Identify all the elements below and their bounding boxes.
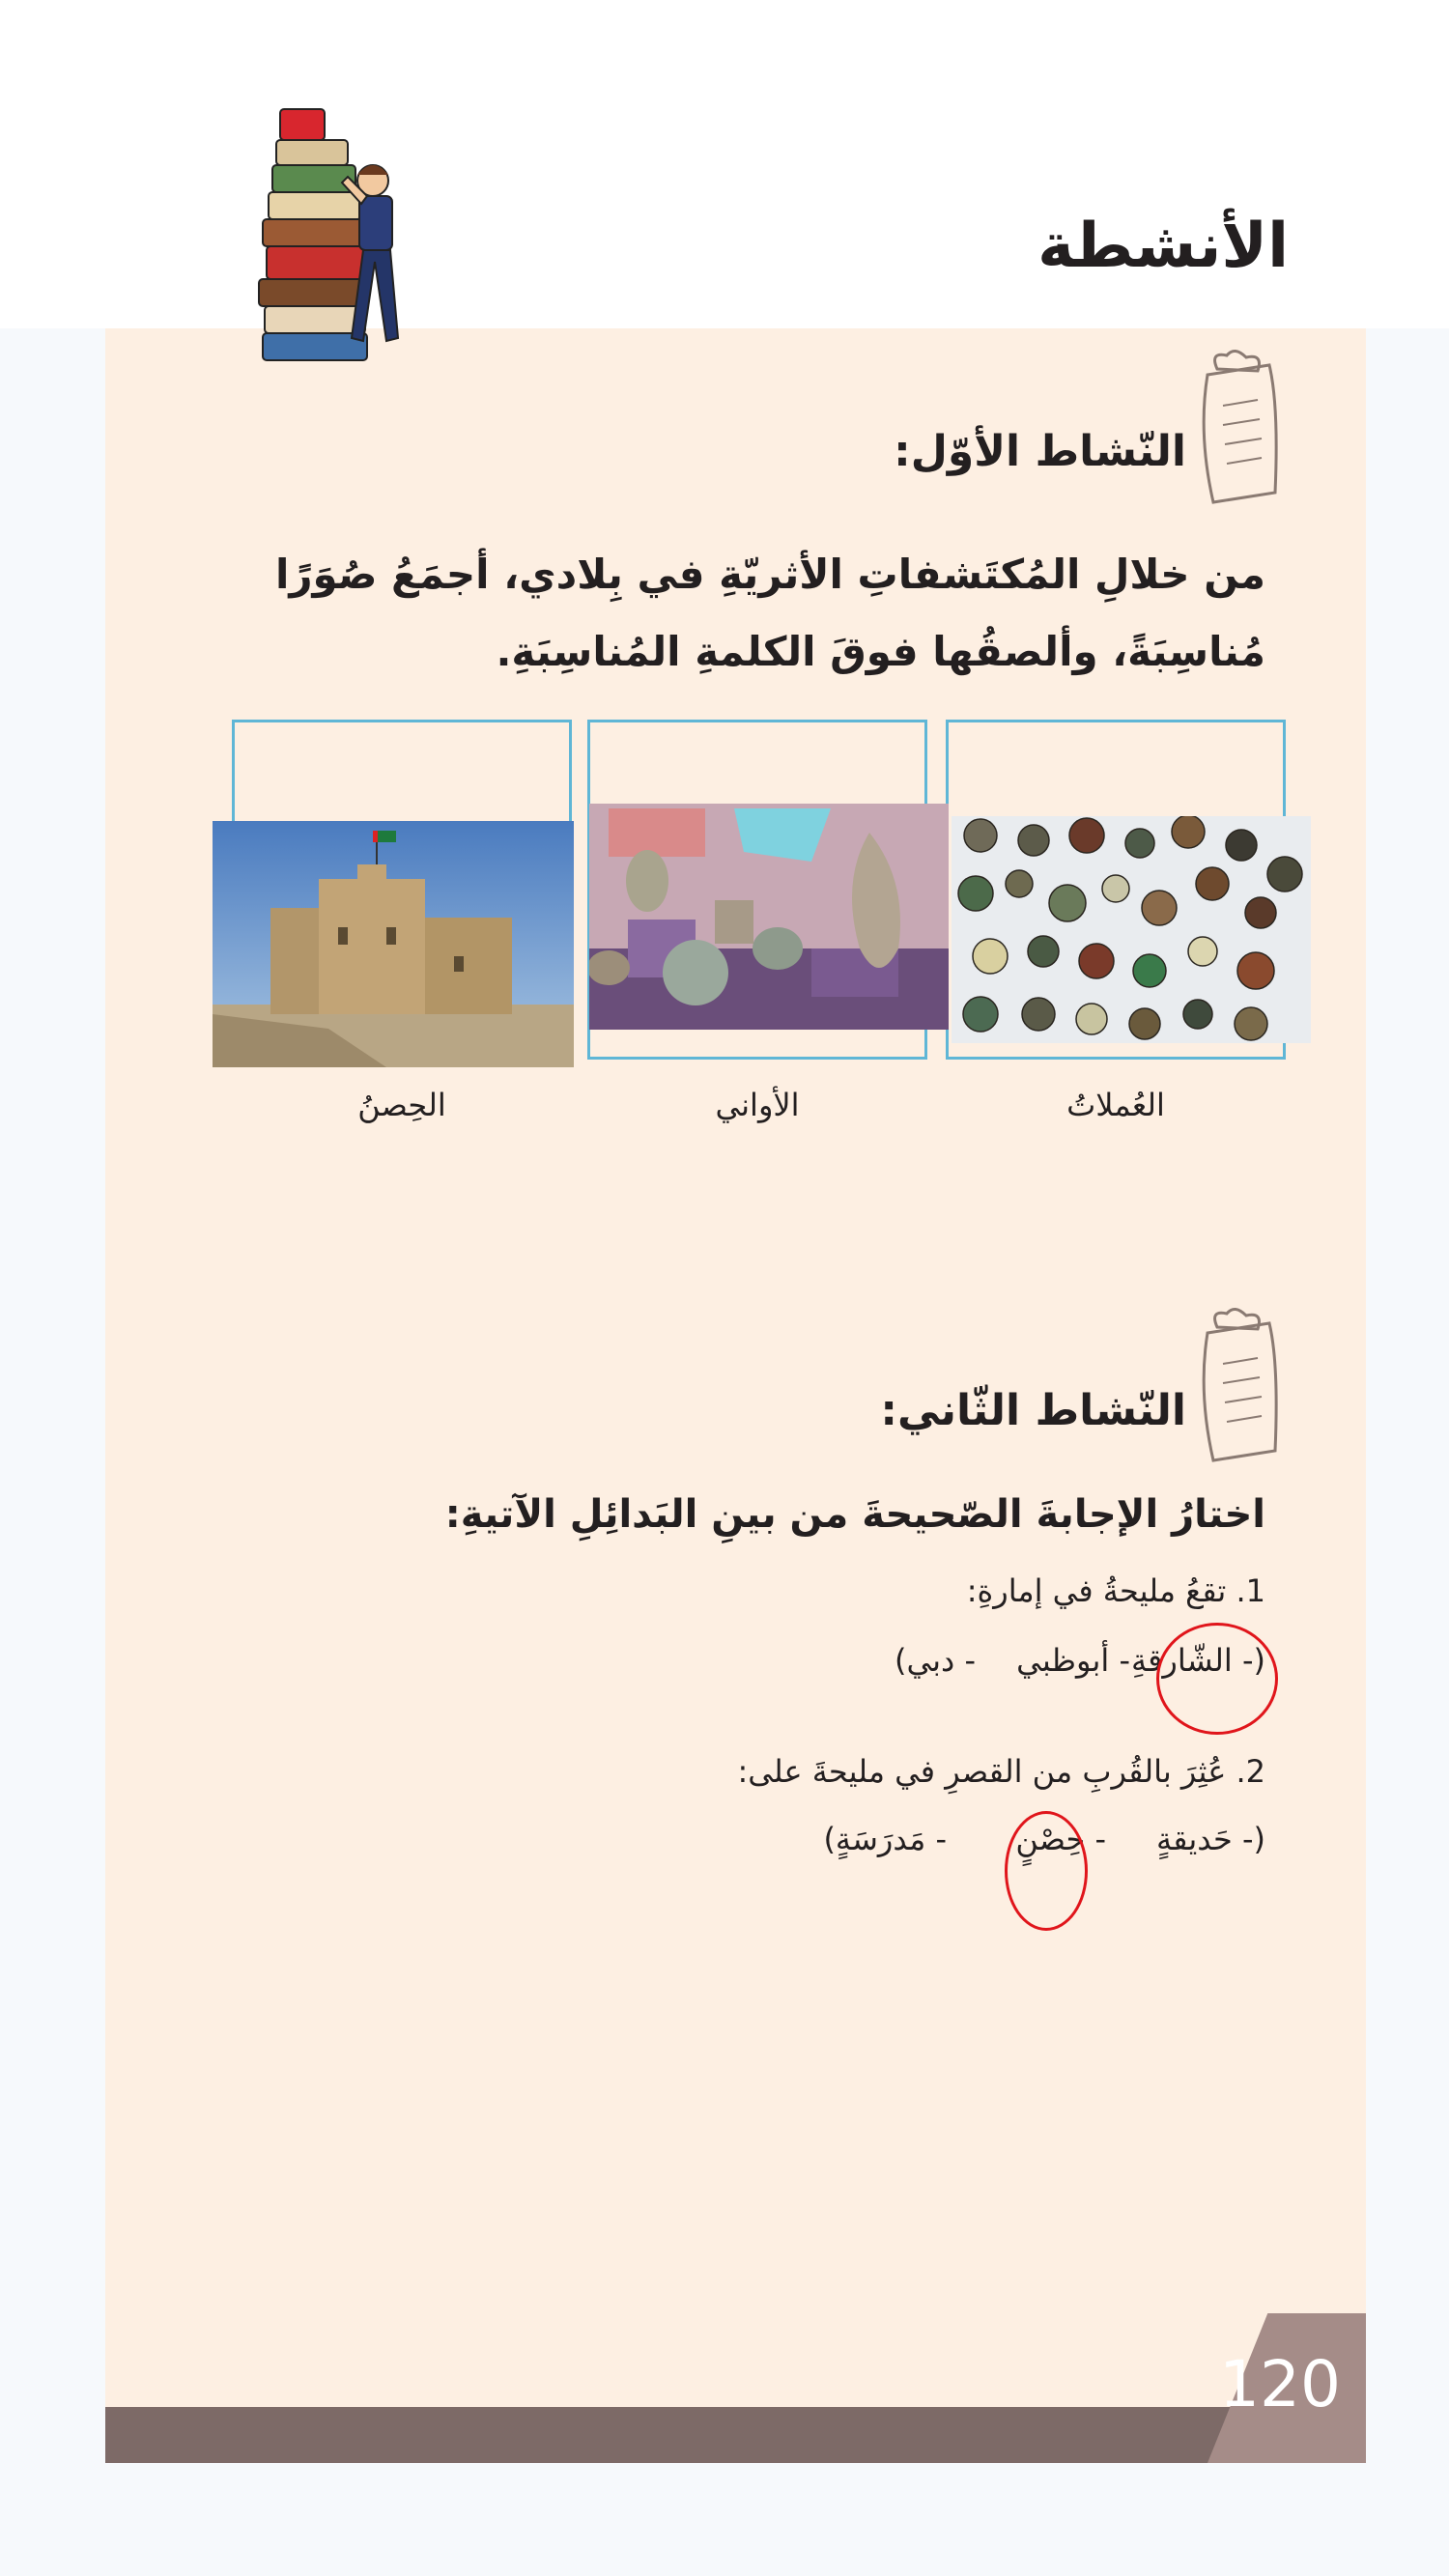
question-2-option-2[interactable]: - حِصْنٍ <box>1015 1821 1106 1857</box>
answer-circle-1 <box>1156 1623 1278 1735</box>
question-1-option-3[interactable]: - دبي) <box>894 1642 976 1679</box>
fort-photo <box>213 821 574 1067</box>
clipboard-icon <box>1190 1306 1287 1470</box>
pottery-photo <box>589 804 949 1030</box>
footer-bar <box>105 2407 1366 2463</box>
question-1-option-2[interactable]: - أبوظبي <box>1016 1642 1130 1679</box>
activity-2-title: النّشاط الثّاني: <box>880 1386 1186 1435</box>
clipboard-icon <box>1190 348 1287 512</box>
answer-circle-2 <box>1005 1811 1088 1931</box>
caption-pottery: الأواني <box>715 1087 800 1123</box>
question-2-option-3[interactable]: - مَدرَسَةٍ) <box>823 1821 947 1857</box>
page-number: 120 <box>1219 2347 1341 2421</box>
question-1: 1. تقعُ مليحةُ في إمارةِ: <box>966 1572 1265 1609</box>
caption-fort: الحِصنُ <box>357 1087 446 1123</box>
activity-2-instruction: اختارُ الإجابةَ الصّحيحةَ من بينِ البَدائِلِ الآتيةِ: <box>444 1492 1265 1537</box>
question-2-option-1[interactable]: (- حَديقةٍ <box>1155 1821 1265 1857</box>
caption-coins: العُملاتُ <box>1066 1087 1165 1123</box>
question-1-option-1[interactable]: (- الشّارقةِ <box>1130 1642 1265 1679</box>
page-title: الأنشطة <box>1037 211 1289 282</box>
coins-photo <box>952 816 1311 1043</box>
boy-with-books-icon <box>253 92 417 377</box>
question-2: 2. عُثِرَ بالقُربِ من القصرِ في مليحةَ على: <box>737 1753 1265 1790</box>
activity-1-instruction: من خلالِ المُكتَشفاتِ الأثريّةِ في بِلادي، أجمَعُ صُوَرًا مُناسِبَةً، وألصقُها فوقَ الكلمةِ المُناسِبَةِ. <box>274 551 1265 675</box>
activity-1-title: النّشاط الأوّل: <box>894 427 1186 476</box>
